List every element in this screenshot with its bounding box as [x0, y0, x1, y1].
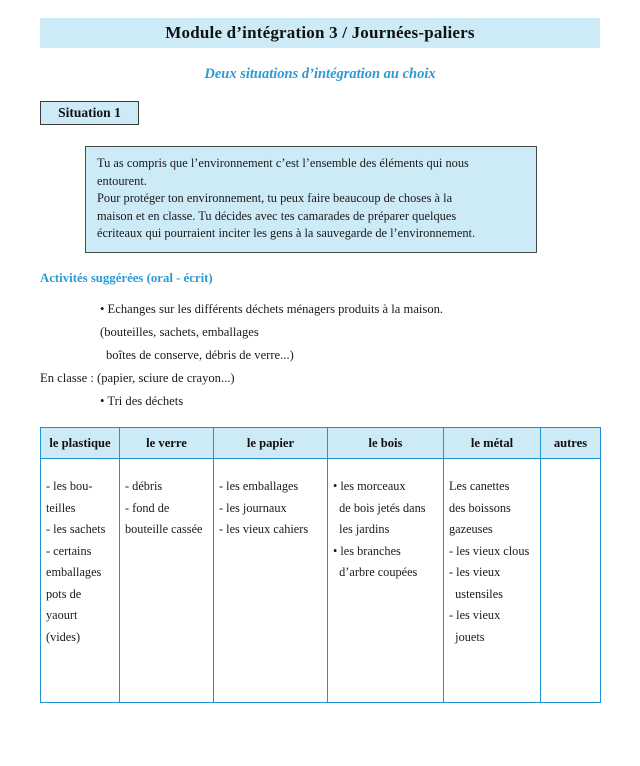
scenario-text-box — [85, 146, 537, 253]
table-header-bois: le bois — [328, 428, 444, 459]
table-header-papier: le papier — [214, 428, 328, 459]
table-cell-metal — [444, 459, 541, 703]
table-cell-line: des boissons — [449, 500, 511, 515]
table-cell-line: - les vieux — [449, 608, 501, 622]
table-cell-line: pots de — [46, 586, 82, 601]
table-header-autres: autres — [541, 428, 601, 459]
table-cell-line: bouteille cassée — [125, 522, 203, 536]
table-header-verre: le verre — [120, 428, 214, 459]
scenario-line-2: entourent. — [97, 173, 147, 188]
table-cell-line: - fond de — [125, 500, 170, 515]
table-cell-line: emballages — [46, 565, 102, 579]
table-cell-autres — [541, 459, 601, 703]
table-cell-line: ustensiles — [449, 586, 503, 601]
table-cell-bois — [328, 459, 444, 703]
table-cell-line: - les emballages — [219, 479, 299, 493]
activity-line: En classe : (papier, sciure de crayon...) — [40, 371, 235, 385]
table-cell-line: gazeuses — [449, 522, 493, 536]
scenario-line-5: écriteaux qui pourraient inciter les gens à la sauvegarde de l’environnement. — [97, 226, 476, 240]
activity-line: (bouteilles, sachets, emballages — [100, 325, 259, 339]
page-subtitle: Deux situations d’intégration au choix — [204, 66, 436, 82]
activity-line: • Echanges sur les différents déchets ménagers produits à la maison. — [100, 302, 444, 316]
table-cell-line: d’arbre coupées — [333, 565, 418, 579]
table-cell-verre — [120, 459, 214, 703]
table-cell-line: jouets — [449, 629, 485, 644]
table-header-metal: le métal — [444, 428, 541, 459]
activity-line: boîtes de conserve, débris de verre...) — [106, 348, 294, 362]
page-title-banner — [40, 18, 600, 48]
table-cell-line: (vides) — [46, 629, 81, 644]
table-row — [41, 459, 601, 703]
table-cell-line: • les branches — [333, 543, 401, 558]
situation-label-box — [40, 101, 139, 125]
table-cell-line: • les morceaux — [333, 479, 406, 493]
table-cell-line: - les sachets — [46, 522, 106, 536]
table-cell-line: de bois jetés dans — [333, 500, 426, 515]
activities-heading: Activités suggérées (oral - écrit) — [40, 271, 213, 285]
page-title: Module d’intégration 3 / Journées-paliers — [165, 23, 475, 42]
table-cell-line: - certains — [46, 543, 92, 558]
table-cell-line: - les vieux clous — [449, 543, 530, 558]
table-header-row — [41, 428, 601, 459]
table-cell-line: - les bou- — [46, 479, 93, 493]
activity-line: • Tri des déchets — [100, 394, 184, 408]
table-cell-line: teilles — [46, 500, 76, 515]
table-cell-papier — [214, 459, 328, 703]
table-header-plastique: le plastique — [41, 428, 120, 459]
scenario-line-4: maison et en classe. Tu décides avec tes camarades de préparer quelques — [97, 208, 457, 223]
table-cell-line: Les canettes — [449, 479, 510, 493]
waste-sorting-table — [40, 427, 601, 703]
table-cell-line: - les journaux — [219, 500, 287, 515]
scenario-line-1: Tu as compris que l’environnement c’est l’ensemble des éléments qui nous — [97, 156, 469, 170]
scenario-line-3: Pour protéger ton environnement, tu peux faire beaucoup de choses à la — [97, 191, 453, 205]
table-cell-line: - débris — [125, 479, 163, 493]
table-cell-line: yaourt — [46, 608, 78, 622]
situation-label: Situation 1 — [58, 105, 121, 120]
table-cell-plastique — [41, 459, 120, 703]
table-cell-line: - les vieux — [449, 565, 501, 579]
table-cell-line: - les vieux cahiers — [219, 522, 309, 536]
activities-list — [40, 298, 600, 413]
table-cell-line: les jardins — [333, 522, 390, 536]
